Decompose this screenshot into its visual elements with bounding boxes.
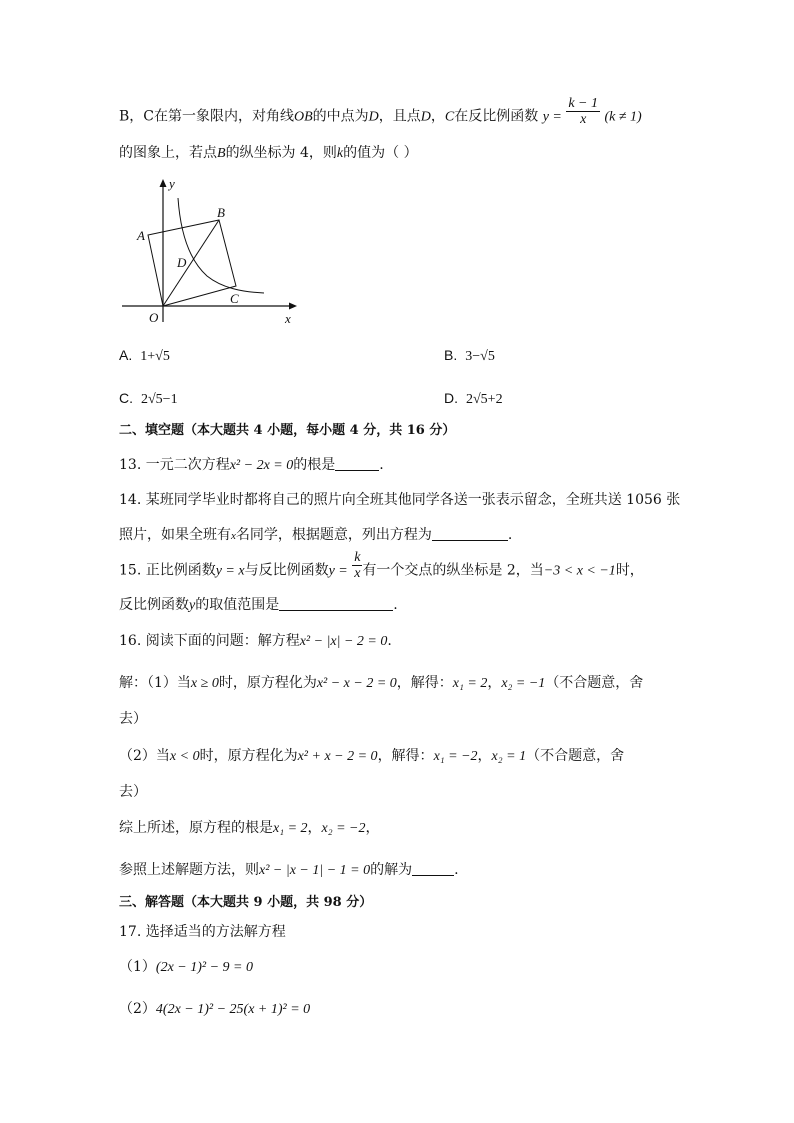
q17-title: 17. 选择适当的方法解方程 — [119, 924, 286, 940]
q16-summary: 综上所述，原方程的根是x₁ = 2，x₂ = −2， — [119, 820, 380, 836]
q16-reference: 参照上述解题方法，则x² − |x − 1| − 1 = 0的解为 . — [119, 862, 459, 878]
q13: 13. 一元二次方程x² − 2x = 0的根是 . — [119, 457, 384, 473]
q16-case2: （2）当x < 0时，原方程化为x² + x − 2 = 0，解得：x₁ = −2，x₂ = 1（不合题意，舍 — [119, 748, 625, 764]
q16-case1-cont: 去） — [119, 711, 147, 727]
option-d[interactable]: D. 2√5+2 — [444, 390, 503, 407]
q12-stem-line1: B，C在第一象限内，对角线OB的中点为D，且点D，C在反比例函数 y = $\frac{k - 1}{x}$ (k ≠ 1) — [119, 96, 642, 127]
q16-answer-blank[interactable] — [412, 861, 454, 876]
label-A: A — [137, 228, 145, 243]
label-D: D — [177, 255, 187, 270]
q15-line2: 反比例函数y的取值范围是 . — [119, 597, 398, 613]
q14-line1: 14. 某班同学毕业时都将自己的照片向全班其他同学各送一张表示留念，全班共送 1056 张 — [119, 492, 681, 508]
q13-answer-blank[interactable] — [335, 456, 379, 471]
q14-line2: 照片，如果全班有x名同学，根据题意，列出方程为 . — [119, 527, 513, 543]
q16-case2-cont: 去） — [119, 784, 147, 800]
option-b[interactable]: B. 3−√5 — [444, 347, 495, 364]
q16-stem: 16. 阅读下面的问题：解方程x² − |x| − 2 = 0. — [119, 633, 392, 649]
label-x: x — [285, 311, 291, 326]
section3-heading: 三、解答题（本大题共 9 小题，共 98 分） — [119, 895, 373, 910]
q17-part1: （1）(2x − 1)² − 9 = 0 — [119, 959, 253, 975]
q17-part2: （2）4(2x − 1)² − 25(x + 1)² = 0 — [119, 1001, 311, 1017]
q14-answer-blank[interactable] — [432, 526, 508, 541]
square-OABC — [148, 220, 236, 306]
q16-case1: 解：（1）当x ≥ 0时，原方程化为x² − x − 2 = 0，解得：x₁ = 2，x₂ = −1（不合题意，舍 — [119, 675, 644, 691]
label-B: B — [217, 205, 225, 220]
q15-line1: 15. 正比例函数y = x与反比例函数y = $\frac{k}{x}$ 有一个交点的纵坐标是 2，当−3 < x < −1时， — [119, 550, 644, 581]
y-axis-arrow — [160, 179, 167, 187]
label-O: O — [149, 310, 159, 325]
q15-answer-blank[interactable] — [279, 596, 393, 611]
q12-figure — [112, 172, 312, 327]
section2-heading: 二、填空题（本大题共 4 小题，每小题 4 分，共 16 分） — [119, 423, 456, 438]
option-c[interactable]: C. 2√5−1 — [119, 390, 178, 407]
label-C: C — [230, 291, 239, 306]
label-y: y — [169, 176, 175, 191]
option-a[interactable]: A. 1+√5 — [119, 347, 170, 364]
q12-stem-line2: 的图象上，若点B的纵坐标为 4，则k的值为（ ） — [119, 145, 418, 161]
x-axis-arrow — [289, 303, 297, 310]
